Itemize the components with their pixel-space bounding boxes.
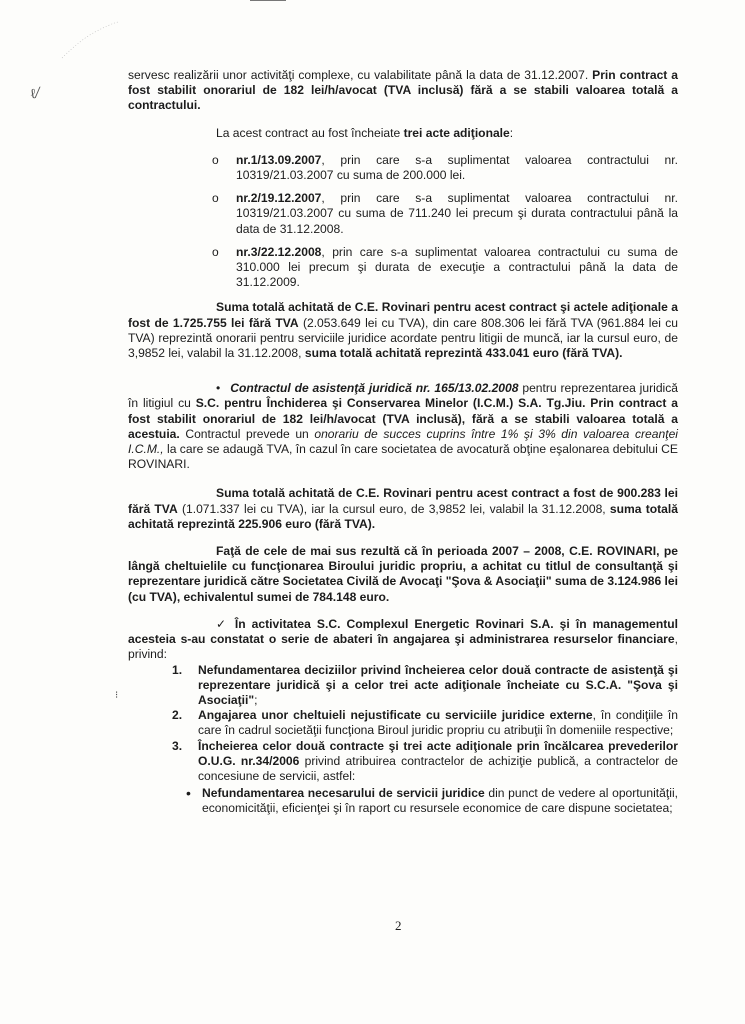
bold-text-span: Prin contract a fost stabilit onorariul de 182 lei/h/avocat (TVA inclusă) fără a se stabili valoarea totală a contractului. xyxy=(128,68,678,113)
text-span: servesc realizării unor activităţi complexe, cu valabilitate până la data de 31.12.2007. xyxy=(128,68,589,82)
item-number: 2. xyxy=(172,708,183,723)
circle-bullet-icon: o xyxy=(212,152,219,167)
bold-italic-text-span: Contractul de asistenţă juridică nr. 165/13.02.2008 xyxy=(230,381,519,396)
item-bold-text: Încheierea celor două contracte şi trei acte adiţionale prin încălcarea prevederilor O.U.G. nr.34/2006 xyxy=(198,738,678,768)
bold-text-span: S.C. pentru Închiderea şi Conservarea Minelor (I.C.M.) S.A. Tg.Jiu. Prin contract a fost stabilit onorariul de 182 lei/h/avocat (TVA inclusă), fără a se stabili valoarea totală a acestuia. xyxy=(128,396,679,441)
paragraph-summary xyxy=(128,544,678,605)
act-text: , prin care s-a suplimentat valoarea contractului nr. 10319/21.03.2007 cu suma de 711.240 lei precum şi durata contractului până la data de 31.12.2008. xyxy=(236,191,678,236)
document-body xyxy=(128,68,678,817)
act-number: nr.2/19.12.2007 xyxy=(236,191,322,206)
item-text: , în condiţiile în care în cadrul societăţii funcţiona Biroul juridic propriu cu atribuţii în domeniile respective; xyxy=(198,708,678,738)
paragraph-total-contract-2 xyxy=(128,486,678,532)
numbered-item xyxy=(172,708,678,738)
act-number: nr.1/13.09.2007 xyxy=(236,152,322,167)
item-bold-text: Angajarea unor cheltuieli nejustificate cu serviciile juridice externe xyxy=(198,708,593,723)
paragraph-intro xyxy=(128,68,678,114)
corner-scribble xyxy=(60,20,120,60)
text-span: , privind: xyxy=(128,632,678,662)
paragraph-irregularities xyxy=(128,617,678,663)
act-text: , prin care s-a suplimentat valoarea contractului nr. 10319/21.03.2007 cu suma de 200.000 lei. xyxy=(236,152,678,183)
item-bold-text: Nefundamentarea deciziilor privind încheierea celor două contracte de asistenţă şi reprezentare juridică şi a celor trei acte adiţionale încheiate cu S.C.A. "Şova şi Asociaţii" xyxy=(198,662,678,707)
act-item xyxy=(212,153,678,183)
page-number: 2 xyxy=(395,918,402,933)
text-span: (1.071.337 lei cu TVA), iar la cursul euro, de 3,9852 lei, valabil la 31.12.2008, xyxy=(177,501,610,516)
act-item xyxy=(212,191,678,237)
bold-text-span: În activitatea S.C. Complexul Energetic Rovinari S.A. şi în managementul acesteia s-au constatat o serie de abateri în angajarea şi administrarea resurselor financiare xyxy=(128,616,679,647)
margin-handwritten-mark: ℓ⁄ xyxy=(28,85,41,103)
sub-bullet-item xyxy=(186,786,678,816)
paragraph-total-contract-1 xyxy=(128,300,678,361)
item-bold-text: Nefundamentarea necesarului de servicii juridice xyxy=(202,786,485,801)
text-span: (2.053.649 lei cu TVA), din care 808.306 lei fără TVA (961.884 lei cu TVA) reprezintă onorarii pentru serviciile juridice acordate pentru litigii de muncă, iar la cursul euro, de 3,9852 lei, valabil la 31.12.2008, xyxy=(128,315,678,361)
item-text: din punct de vedere al oportunităţii, economicităţii, eficienţei şi în raport cu resursele economice de care dispune societatea; xyxy=(202,786,678,816)
bold-text-span: suma totală achitată reprezintă 225.906 euro (fără TVA). xyxy=(128,501,678,531)
italic-text-span: onorariu de succes cuprins între 1% şi 3% din valoarea creanţei I.C.M., xyxy=(128,426,678,457)
text-span: La acest contract au fost încheiate xyxy=(216,125,404,140)
paragraph-acts-intro xyxy=(216,126,678,141)
circle-bullet-icon: o xyxy=(212,244,219,259)
bullet-icon: • xyxy=(186,785,191,802)
act-item xyxy=(212,245,678,291)
item-number: 3. xyxy=(172,738,183,753)
item-text: privind atribuirea contractelor de achiziţie publică, a contractelor de concesiune de servicii, astfel: xyxy=(198,753,678,783)
item-number: 1. xyxy=(172,662,183,677)
numbered-item xyxy=(172,739,678,785)
scan-edge-line xyxy=(250,0,286,1)
item-text: ; xyxy=(254,692,258,707)
text-span: : xyxy=(509,125,514,140)
text-span: la care se adaugă TVA, în cazul în care societatea de avocatură obţine eşalonarea debitului CE ROVINARI. xyxy=(128,442,678,472)
bold-text-span: Faţă de cele de mai sus rezultă că în perioada 2007 – 2008, C.E. ROVINARI, pe lângă cheltuielile cu funcţionarea Biroului juridic propriu, a achitat cu titlul de consultanţă şi reprezentare juridică către Societatea Civilă de Avocaţi "Şova & Asociaţii" suma de 3.124.986 lei (cu TVA), echivalentul sumei de 784.148 euro. xyxy=(128,544,678,604)
bullet-icon: • xyxy=(216,381,221,396)
circle-bullet-icon: o xyxy=(212,191,219,206)
checkmark-icon: ✓ xyxy=(216,616,229,631)
paragraph-contract-165 xyxy=(128,381,678,472)
act-text: , prin care s-a suplimentat valoarea contractului cu suma de 310.000 lei precum şi durata de execuţie a contractului până la data de 31.12.2009. xyxy=(236,244,678,290)
act-number: nr.3/22.12.2008 xyxy=(236,244,322,259)
numbered-item xyxy=(172,663,678,709)
text-span: Contractul prevede un xyxy=(179,426,315,441)
bold-text-span: Suma totală achitată de C.E. Rovinari pentru acest contract şi actele adiţionale a fost de 1.725.755 lei fără TVA xyxy=(128,300,678,330)
bold-text-span: Suma totală achitată de C.E. Rovinari pentru acest contract a fost de 900.283 lei fără TVA xyxy=(128,486,678,516)
bold-text-span: trei acte adiţionale xyxy=(403,125,510,140)
stray-scan-mark: ⁝ xyxy=(115,690,119,701)
bold-text-span: suma totală achitată reprezintă 433.041 euro (fără TVA). xyxy=(304,346,623,361)
text-span: pentru reprezentarea juridică în litigiul cu xyxy=(128,381,679,411)
